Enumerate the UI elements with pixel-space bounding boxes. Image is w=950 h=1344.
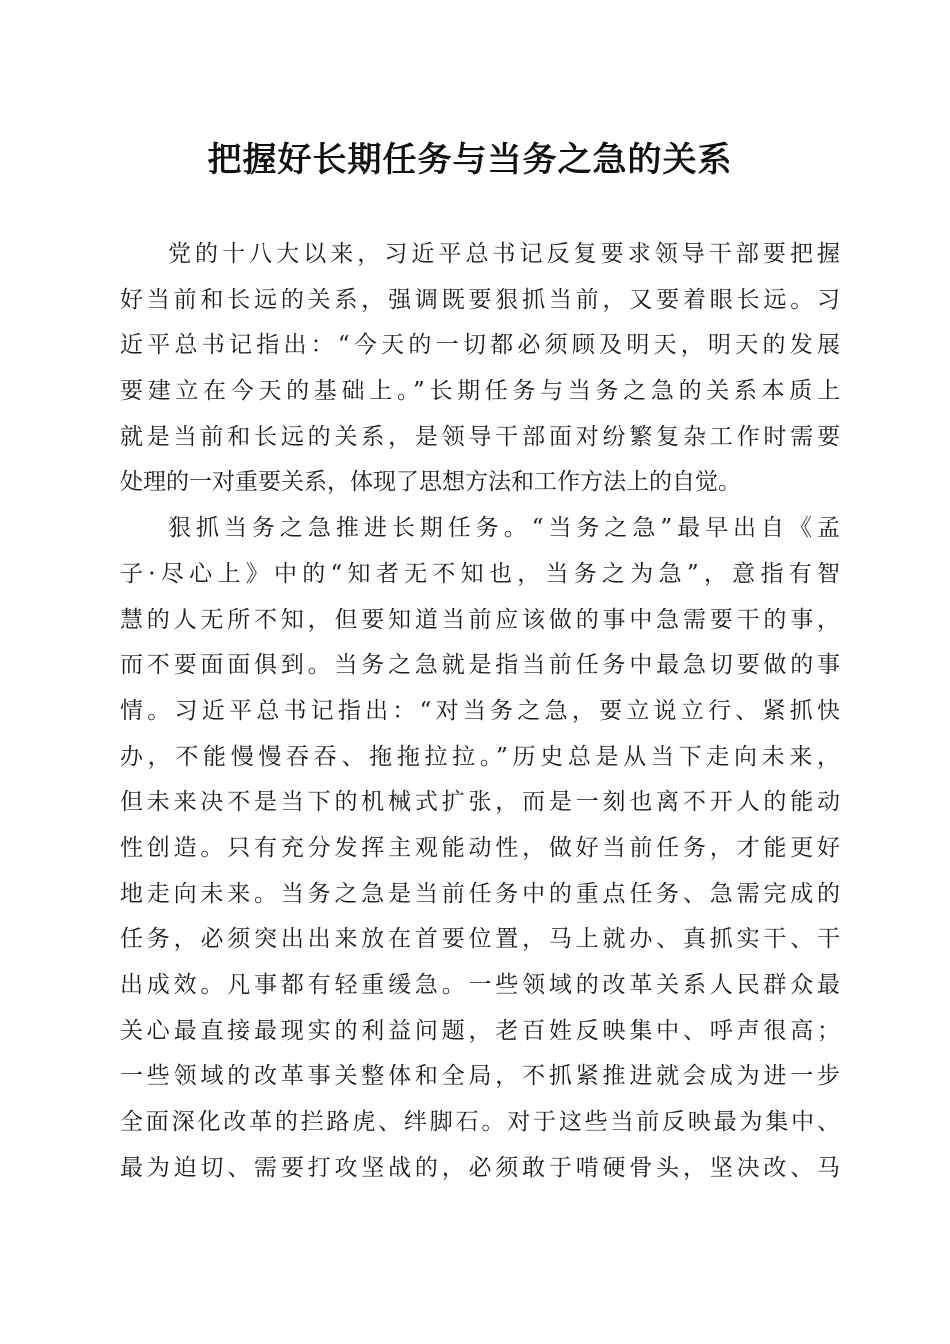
paragraph-2-line: 狠抓当务之急推进长期任务。“当务之急”最早出自《孟 — [168, 515, 840, 542]
paragraph-2-line: 慧的人无所不知，但要知道当前应该做的事中急需要干的事， — [120, 606, 840, 633]
paragraph-2-line: 一些领域的改革事关整体和全局，不抓紧推进就会成为进一步 — [120, 1063, 840, 1090]
paragraph-1-line: 党的十八大以来，习近平总书记反复要求领导干部要把握 — [168, 241, 840, 267]
paragraph-1-line: 要建立在今天的基础上。”长期任务与当务之急的关系本质上 — [120, 378, 840, 405]
paragraph-2-line: 而不要面面俱到。当务之急就是指当前任务中最急切要做的事 — [120, 652, 840, 679]
paragraph-2-line: 最为迫切、需要打攻坚战的，必须敢于啃硬骨头，坚决改、马 — [120, 1154, 840, 1181]
paragraph-1-line: 处理的一对重要关系，体现了思想方法和工作方法上的自觉。 — [120, 469, 741, 496]
paragraph-2-line: 性创造。只有充分发挥主观能动性，做好当前任务，才能更好 — [120, 834, 840, 861]
paragraph-2-line: 出成效。凡事都有轻重缓急。一些领域的改革关系人民群众最 — [120, 972, 840, 998]
paragraph-1-line: 近平总书记指出：“今天的一切都必须顾及明天，明天的发展 — [120, 332, 840, 359]
paragraph-2-line: 情。习近平总书记指出：“对当务之急，要立说立行、紧抓快 — [120, 697, 840, 724]
document-title: 把握好长期任务与当务之急的关系 — [207, 140, 733, 180]
document-body — [120, 232, 840, 1191]
paragraph-2-line: 关心最直接最现实的利益问题，老百姓反映集中、呼声很高； — [120, 1017, 840, 1044]
paragraph-1-line: 好当前和长远的关系，强调既要狠抓当前，又要着眼长远。习 — [120, 286, 840, 313]
paragraph-2-line: 地走向未来。当务之急是当前任务中的重点任务、急需完成的 — [120, 880, 840, 907]
paragraph-2-line: 办，不能慢慢吞吞、拖拖拉拉。”历史总是从当下走向未来， — [120, 743, 840, 770]
paragraph-2-line: 全面深化改革的拦路虎、绊脚石。对于这些当前反映最为集中、 — [120, 1109, 840, 1136]
paragraph-2-line: 但未来决不是当下的机械式扩张，而是一刻也离不开人的能动 — [120, 789, 840, 816]
paragraph-2-line: 任务，必须突出出来放在首要位置，马上就办、真抓实干、干 — [120, 926, 840, 953]
paragraph-1-line: 就是当前和长远的关系，是领导干部面对纷繁复杂工作时需要 — [120, 423, 840, 450]
paragraph-2-line: 子·尽心上》中的“知者无不知也，当务之为急”，意指有智 — [120, 560, 840, 587]
